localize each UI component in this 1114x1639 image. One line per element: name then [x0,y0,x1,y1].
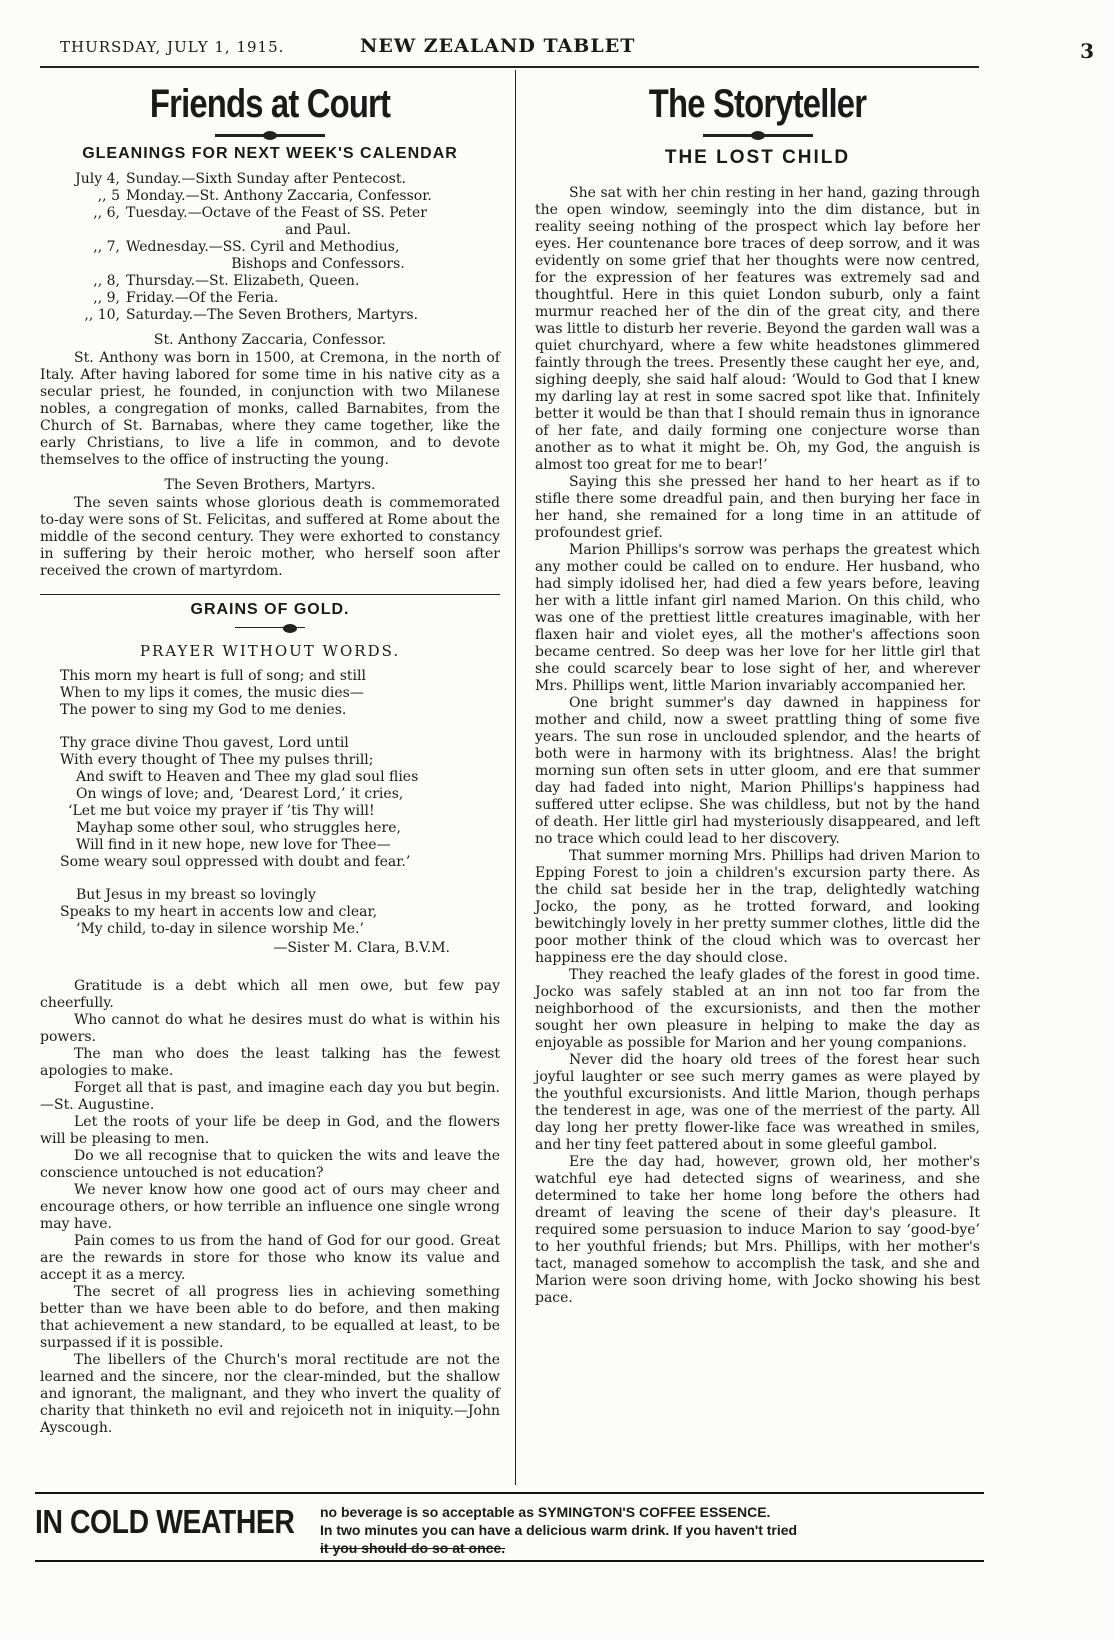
poem-title: PRAYER WITHOUT WORDS. [139,642,401,660]
advert-headline: IN COLD WEATHER [35,1503,295,1540]
column-divider [515,70,516,1485]
calendar-entry: July 4, Sunday.—Sixth Sunday after Pentecost. [75,171,406,187]
saint-biography: The seven saints whose glorious death is commemorated to-day were sons of St. Felicitas, and suffered at Rome about the middle of the second century. They were exhorted to constancy in suffering by their heroic mother, who herself soon after received the crown of martyrdom. [40,495,500,579]
poem-signature: —Sister M. Clara, B.V.M. [273,940,450,956]
saying: The libellers of the Church's moral rectitude are not the learned and the sincere, nor the clear-minded, but the shallow and ignorant, the malignant, and they who invert the quality of charity that thinketh no evil and rejoiceth not in iniquity.—John Ayscough. [40,1352,500,1436]
story-body [535,185,980,1307]
title-ornament [703,134,813,137]
calendar-list [40,171,500,324]
footer-top-rule [35,1492,984,1494]
heading-ornament [235,627,305,628]
issue-date: THURSDAY, JULY 1, 1915. [60,38,285,56]
publication-title: NEW ZEALAND TABLET [360,35,636,57]
saying: Gratitude is a debt which all men owe, but few pay cheerfully. [40,978,500,1011]
footer-bottom-rule [35,1560,984,1562]
right-column [535,70,980,1307]
advert-text: no beverage is so acceptable as SYMINGTON'S COFFEE ESSENCE. In two minutes you can have a delicious warm drink. If you haven't tried it you should do so at once. [320,1504,798,1556]
calendar-entry: ,, 9, Friday.—Of the Feria. [93,290,279,306]
story-paragraph: She sat with her chin resting in her hand, gazing through the open window, seemingly into the dim distance, but in reality seeing nothing of the prospect which lay before her eyes. Her countenance bore traces of deep sorrow, and it was evidently on some grief that her thoughts were now centred, for the expression of her features was extremely sad and thoughtful. Here in this quiet London suburb, only a faint murmur reached her of the din of the great city, and there was little to disturb her reverie. Beyond the garden wall was a quiet churchyard, where a few white headstones glimmered faintly through the trees. Presently these caught her eye, and, sighing deeply, she said half aloud: ‘Would to God that I knew my darling lay at rest in some sacred spot like that. Infinitely better it would be than that I should remain thus in ignorance of her fate, and daily forming one conjecture worse than another as to what it might be. Oh, my God, the anguish is almost too great for me to bear!’ [535,185,980,473]
story-paragraph: That summer morning Mrs. Phillips had driven Marion to Epping Forest to join a children's excursion party there. As the child sat beside her in the trap, delightedly watching Jocko, the pony, as he trotted forward, and looking bewitchingly lovely in her pretty summer clothes, little did the poor mother think of the cloud which was to overcast her happiness ere the day should close. [535,848,980,966]
story-paragraph: Never did the hoary old trees of the forest hear such joyful laughter or see such merry games as were played by the youthful excursionists. And little Marion, though perhaps the tenderest in age, was one of the merriest of the party. All day long her pretty flower-like face was wreathed in smiles, and her tiny feet pattered about in some gleeful gambol. [535,1052,980,1153]
calendar-heading: GLEANINGS FOR NEXT WEEK'S CALENDAR [82,145,458,162]
story-paragraph: Saying this she pressed her hand to her heart as if to stifle there some dreadful pain, and then burying her face in her hand, she remained for a long time in an attitude of profoundest grief. [535,474,980,541]
story-paragraph: Ere the day had, however, grown old, her mother's watchful eye had detected signs of weariness, and she determined to take her home long before the others had dreamt of leaving the scene of their day's pleasure. It required some persuasion to induce Marion to say ‘good-bye’ to her youthful friends; but Mrs. Phillips, with her mother's tact, managed somehow to accomplish the task, and she and Marion were soon driving home, with Jocko showing his best pace. [535,1154,980,1306]
page-header [60,35,1094,63]
poem-stanza: Thy grace divine Thou gavest, Lord until With every thought of Thee my pulses thrill; And swift to Heaven and Thee my glad soul flies On wings of love; and, ‘Dearest Lord,’ it cries, ‘Let me but voice my prayer if ’tis Thy will! Mayhap some other soul, who struggles here, Will find in it new hope, new love for Thee— Some weary soul oppressed with doubt and fear.’ [60,735,419,870]
calendar-entry: ,, 8, Thursday.—St. Elizabeth, Queen. [93,273,360,289]
poem-stanza: This morn my heart is full of song; and still When to my lips it comes, the music dies— The power to sing my God to me denies. [60,668,366,718]
poem-stanza: But Jesus in my breast so lovingly Speaks to my heart in accents low and clear, ‘My child, to-day in silence worship Me.’ [60,887,378,937]
header-rule [40,66,979,68]
saying: Let the roots of your life be deep in God, and the flowers will be pleasing to men. [40,1114,500,1147]
title-ornament [215,134,325,137]
saying: We never know how one good act of ours may cheer and encourage others, or how terrible an influence one single wrong may have. [40,1182,500,1232]
calendar-entry: ,, 10, Saturday.—The Seven Brothers, Martyrs. [84,307,419,323]
section-divider [40,594,500,595]
page-number: 3 [1080,39,1094,63]
saint-heading: The Seven Brothers, Martyrs. [164,477,376,493]
saying: Who cannot do what he desires must do what is within his powers. [40,1012,500,1045]
section-title-friends-at-court: Friends at Court [149,82,391,126]
saint-biography: St. Anthony was born in 1500, at Cremona, in the north of Italy. After having labored for some time in his native city as a secular priest, he founded, in conjunction with two Milanese nobles, a congregation of monks, called Barnabites, from the Church of St. Barnabas, where they came together, like the early Christians, to live a life in common, and to devote themselves to the office of instructing the young. [40,350,500,468]
poem [60,668,500,938]
section-title-storyteller: The Storyteller [648,82,867,126]
calendar-entry: ,, 6, Tuesday.—Octave of the Feast of SS. Peter and Paul. [93,205,427,238]
saying: The secret of all progress lies in achieving something better than we have been able to do before, and then making that achievement a new standard, to be equalled at least, to be surpassed if it is possible. [40,1284,500,1351]
story-paragraph: They reached the leafy glades of the forest in good time. Jocko was safely stabled at an inn not too far from the neighborhood of the excursionists, and then the mother sought her own pleasure in helping to make the day as enjoyable as possible for Marion and her young companions. [535,967,980,1051]
story-title: THE LOST CHILD [664,147,851,168]
left-column [40,70,500,1437]
calendar-entry: ,, 7, Wednesday.—SS. Cyril and Methodius, Bishops and Confessors. [93,239,405,272]
story-paragraph: One bright summer's day dawned in happiness for mother and child, now a sweet prattling thing of some five years. The sun rose in unclouded splendor, and the hearts of both were in harmony with its brightness. Alas! the bright morning sun often sets in utter gloom, and ere that summer day had faded into night, Marion Phillips's happiness had suffered utter eclipse. She was childless, but not by the hand of death. Her little girl had mysteriously disappeared, and left no trace which could lead to her discovery. [535,695,980,847]
sayings-list [40,978,500,1437]
story-paragraph: Marion Phillips's sorrow was perhaps the greatest which any mother could be called on to endure. Her husband, who had simply idolised her, had died a few years before, leaving her with a little infant girl named Marion. On this child, who was one of the prettiest little creatures imaginable, with her flaxen hair and violet eyes, all the mother's affections soon became centred. So deep was her love for her little girl that she could scarcely bear to lose sight of her, and wherever Mrs. Phillips went, little Marion invariably accompanied her. [535,542,980,694]
saying: Forget all that is past, and imagine each day you but begin.—St. Augustine. [40,1080,500,1113]
saying: Pain comes to us from the hand of God for our good. Great are the rewards in store for those who know its value and accept it as a mercy. [40,1233,500,1283]
saint-heading: St. Anthony Zaccaria, Confessor. [153,332,387,348]
saying: Do we all recognise that to quicken the wits and leave the conscience untouched is not education? [40,1148,500,1181]
saying: The man who does the least talking has the fewest apologies to make. [40,1046,500,1079]
calendar-entry: ,, 5 Monday.—St. Anthony Zaccaria, Confessor. [97,188,432,204]
grains-heading: GRAINS OF GOLD. [190,601,350,618]
